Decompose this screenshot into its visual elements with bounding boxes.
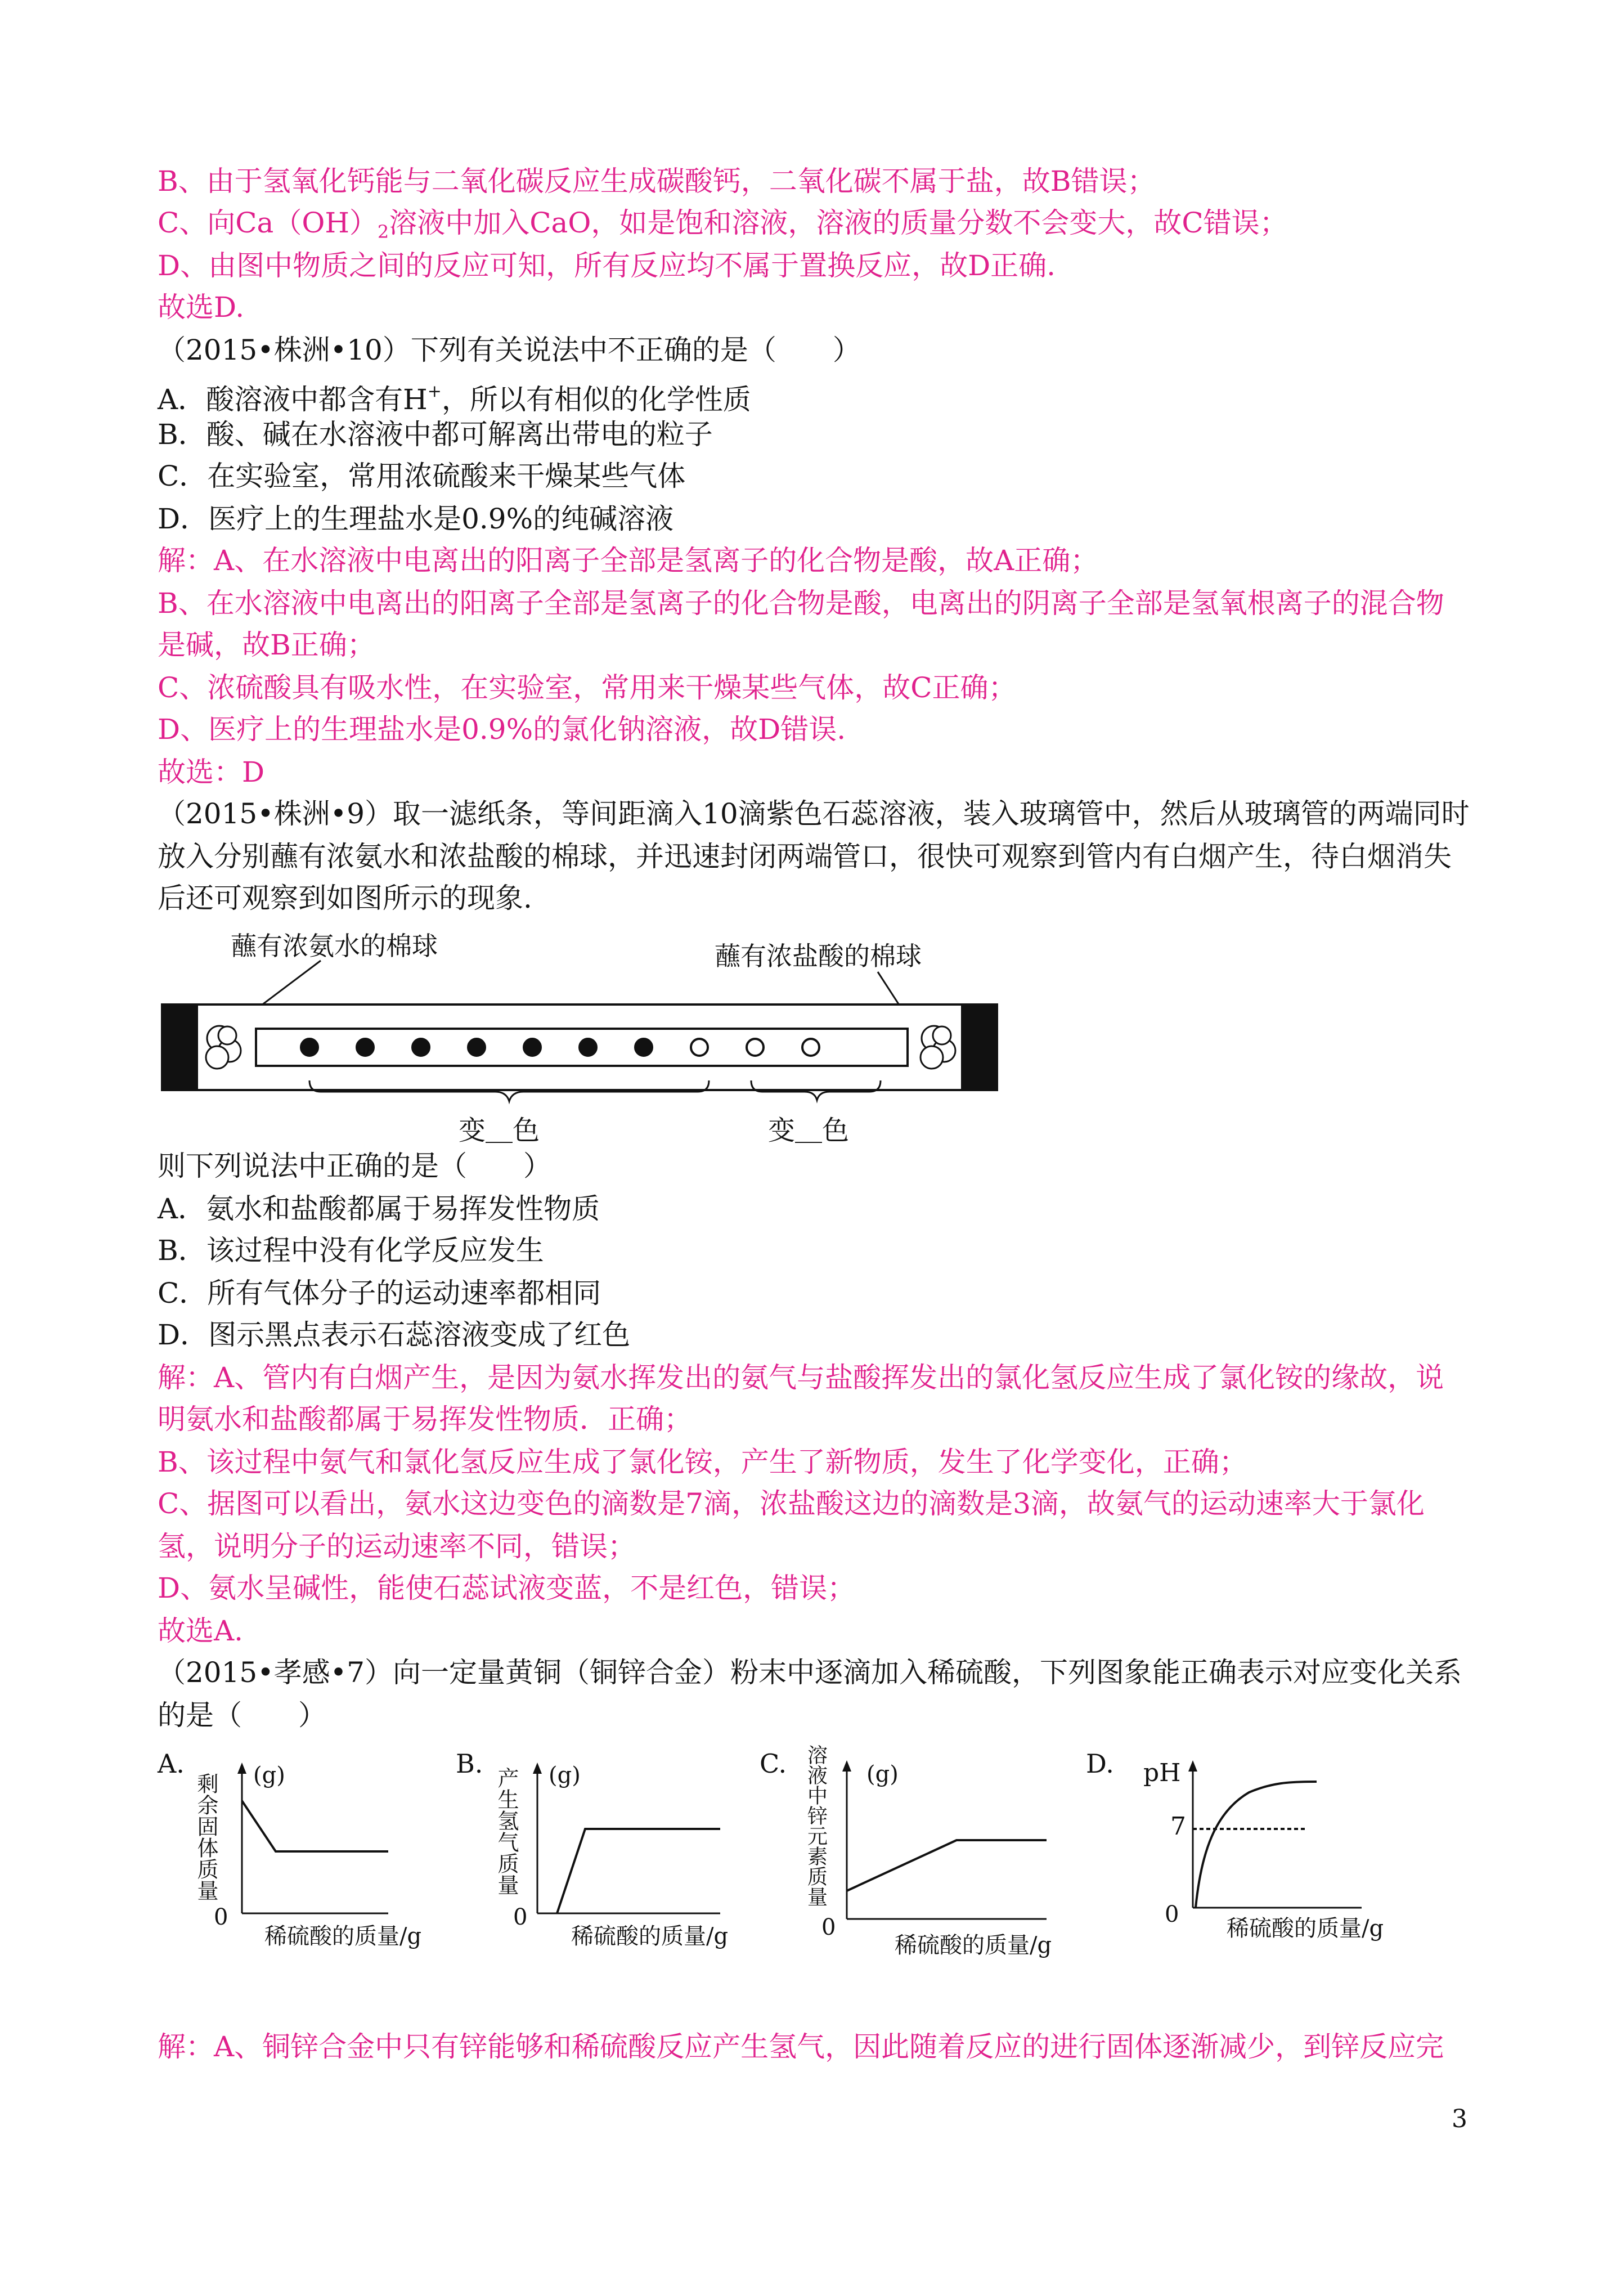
solution-c: C、浓硫酸具有吸水性，在实验室，常用来干燥某些气体，故C正确； [158, 671, 1017, 704]
graph-x-label: 稀硫酸的质量/g [264, 1923, 422, 1949]
solution-a-1: 解：A、管内有白烟产生，是因为氨水挥发出的氨气与盐酸挥发出的氯化氢反应生成了氯化铵的缘故，说 [158, 1361, 1444, 1394]
curve [1196, 1782, 1317, 1908]
option-d: D．图示黑点表示石蕊溶液变成了红色 [158, 1319, 631, 1351]
curve [557, 1829, 720, 1913]
answer-line-c-post: 溶液中加入CaO，如是饱和溶液，溶液的质量分数不会变大，故C错误； [389, 207, 1288, 239]
solution-a: 解：A、在水溶液中电离出的阳离子全部是氢离子的化合物是酸，故A正确； [158, 544, 1099, 577]
drop-unchanged [802, 1039, 819, 1056]
drop-unchanged [747, 1039, 764, 1056]
graph-y-label: pH [1143, 1759, 1181, 1787]
option-c: C．所有气体分子的运动速率都相同 [158, 1277, 601, 1310]
drop-changed [635, 1039, 652, 1056]
page-number: 3 [1452, 2105, 1467, 2133]
graph-d [1080, 1739, 1429, 1953]
graph-letter: B. [456, 1748, 483, 1779]
graph-unit: (g) [549, 1763, 581, 1788]
option-a-pre: A．酸溶液中都含有H [158, 383, 428, 416]
solution-d: D、医疗上的生理盐水是0.9%的氯化钠溶液，故D错误. [158, 713, 846, 746]
solution-b-2: 是碱，故B正确； [158, 629, 375, 661]
bracket-right-label: 变＿色 [768, 1115, 850, 1146]
tube-cap-left [162, 1004, 198, 1090]
answer-line-c-sub: 2 [377, 221, 389, 243]
drop-unchanged [691, 1039, 708, 1056]
graph-x-label: 稀硫酸的质量/g [895, 1932, 1052, 1958]
option-d: D．医疗上的生理盐水是0.9%的纯碱溶液 [158, 503, 674, 535]
graph-origin: 0 [821, 1914, 836, 1940]
solution-c-1: C、据图可以看出，氨水这边变色的滴数是7滴，浓盐酸这边的滴数是3滴，故氨气的运动速率大于氯化 [158, 1487, 1425, 1520]
y-axis-arrow [1188, 1760, 1197, 1772]
graph-y-label: 溶液中锌元素质量 [804, 1745, 828, 1907]
graph-letter: A. [158, 1748, 185, 1779]
question-stem-3: 后还可观察到如图所示的现象. [158, 882, 532, 914]
glass-tube-figure [152, 920, 1007, 1156]
solution-a: 解：A、铜锌合金中只有锌能够和稀硫酸反应产生氢气，因此随着反应的进行固体逐渐减少，到锌反应完 [158, 2030, 1444, 2063]
label-ammonia-cotton: 蘸有浓氨水的棉球 [231, 931, 438, 961]
question-stem: （2015•株洲•10）下列有关说法中不正确的是（ ） [158, 334, 861, 366]
y-axis-arrow [237, 1763, 246, 1774]
y-axis-arrow [533, 1763, 542, 1774]
drop-changed [412, 1039, 429, 1056]
graph-y-label: 产生氢气质量 [494, 1767, 519, 1895]
graph-unit: (g) [253, 1763, 285, 1788]
solution-b: B、该过程中氨气和氯化氢反应生成了氯化铵，产生了新物质，发生了化学变化，正确； [158, 1446, 1247, 1478]
curve [847, 1840, 1047, 1891]
option-a [158, 374, 751, 418]
answer-line-c-pre: C、向Ca（OH） [158, 207, 378, 239]
solution-choice: 故选：D [158, 756, 265, 788]
graph-c [754, 1728, 1069, 1970]
option-a-sup: + [427, 382, 442, 401]
graph-b [450, 1739, 765, 1953]
question-prompt: 则下列说法中正确的是（ ） [158, 1150, 551, 1182]
solution-a-2: 明氨水和盐酸都属于易挥发性物质．正确； [158, 1403, 692, 1436]
answer-choice: 故选D. [158, 291, 245, 324]
solution-d: D、氨水呈碱性，能使石蕊试液变蓝，不是红色，错误； [158, 1572, 856, 1604]
drop-changed [468, 1039, 485, 1056]
graph-x-label: 稀硫酸的质量/g [571, 1923, 729, 1949]
graph-y-label: 剩余固体质量 [194, 1773, 218, 1901]
graph-letter: C. [760, 1748, 787, 1779]
tube-cap-right [961, 1004, 997, 1090]
bracket-left-label: 变＿色 [459, 1115, 540, 1146]
option-a-post: ，所以有相似的化学性质 [441, 383, 751, 416]
option-c: C．在实验室，常用浓硫酸来干燥某些气体 [158, 460, 686, 492]
graph-letter: D. [1086, 1748, 1114, 1779]
drop-changed [301, 1039, 318, 1056]
solution-choice: 故选A. [158, 1615, 244, 1647]
question-stem-1: （2015•孝感•7）向一定量黄铜（铜锌合金）粉末中逐滴加入稀硫酸，下列图象能正确表示对应变化关系 [158, 1656, 1462, 1689]
solution-b-1: B、在水溶液中电离出的阳离子全部是氢离子的化合物是酸，电离出的阴离子全部是氢氧根离子的混合物 [158, 587, 1444, 620]
option-b: B．酸、碱在水溶液中都可解离出带电的粒子 [158, 418, 713, 451]
question-stem-2: 的是（ ） [158, 1699, 326, 1732]
answer-line-c [158, 205, 1288, 250]
graph-origin: 0 [513, 1904, 528, 1930]
y-axis-arrow [842, 1760, 851, 1772]
solution-c-2: 氢，说明分子的运动速率不同，错误； [158, 1530, 636, 1563]
graph-origin: 0 [214, 1904, 228, 1930]
graph-ph-tick: 7 [1170, 1812, 1186, 1841]
option-b: B．该过程中没有化学反应发生 [158, 1234, 544, 1267]
question-stem-1: （2015•株洲•9）取一滤纸条，等间距滴入10滴紫色石蕊溶液，装入玻璃管中，然后从玻璃管的两端同时 [158, 797, 1470, 830]
drop-changed [580, 1039, 596, 1056]
answer-line-b: B、由于氢氧化钙能与二氧化碳反应生成碳酸钙，二氧化碳不属于盐，故B错误； [158, 165, 1156, 198]
curve [242, 1801, 388, 1851]
graph-x-label: 稀硫酸的质量/g [1227, 1916, 1384, 1941]
drop-changed [524, 1039, 541, 1056]
answer-line-d: D、由图中物质之间的反应可知，所有反应均不属于置换反应，故D正确. [158, 249, 1056, 282]
graph-unit: (g) [866, 1761, 899, 1787]
drop-changed [357, 1039, 374, 1056]
graph-a [152, 1739, 444, 1953]
label-hcl-cotton: 蘸有浓盐酸的棉球 [715, 941, 922, 971]
option-a: A．氨水和盐酸都属于易挥发性物质 [158, 1192, 600, 1225]
question-stem-2: 放入分别蘸有浓氨水和浓盐酸的棉球，并迅速封闭两端管口，很快可观察到管内有白烟产生，待白烟消失 [158, 840, 1452, 873]
graph-origin: 0 [1165, 1902, 1179, 1927]
